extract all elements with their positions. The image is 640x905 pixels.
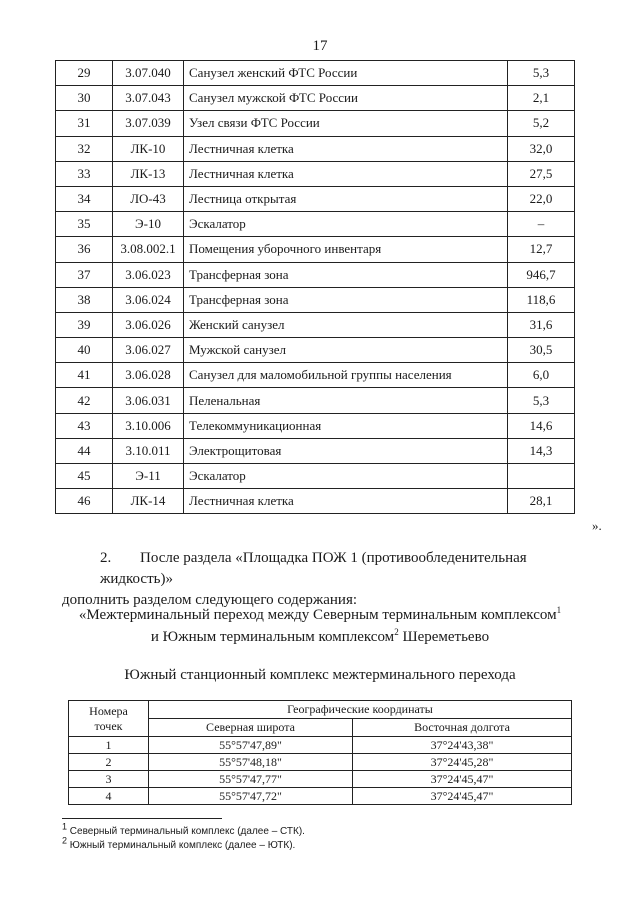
room-name: Эскалатор (184, 212, 508, 237)
amendment-paragraph (62, 548, 582, 611)
row-number: 35 (56, 212, 113, 237)
room-name: Трансферная зона (184, 262, 508, 287)
room-code: 3.10.011 (113, 438, 184, 463)
row-number: 38 (56, 287, 113, 312)
room-code: Э-11 (113, 464, 184, 489)
table-row (56, 438, 575, 463)
row-number: 43 (56, 413, 113, 438)
room-area: 14,3 (508, 438, 575, 463)
footnote-1: $^1$ Северный терминальный комплекс (далее – СТК). (62, 821, 305, 837)
paragraph-number: 2. (100, 550, 112, 566)
table-row (56, 388, 575, 413)
room-code: 3.06.027 (113, 338, 184, 363)
row-number: 46 (56, 489, 113, 514)
room-name: Санузел мужской ФТС России (184, 86, 508, 111)
room-name: Санузел женский ФТС России (184, 61, 508, 86)
room-name: Мужской санузел (184, 338, 508, 363)
room-code: 3.10.006 (113, 413, 184, 438)
closing-quote: ». (592, 518, 602, 533)
row-number: 34 (56, 186, 113, 211)
table-row (56, 464, 575, 489)
latitude: 55°57'47,72" (149, 788, 353, 805)
room-name: Женский санузел (184, 312, 508, 337)
room-code: 3.06.031 (113, 388, 184, 413)
footnote-ref-1: 1 (556, 605, 562, 615)
room-area: 32,0 (508, 136, 575, 161)
longitude: 37°24'45,47" (353, 788, 572, 805)
title-line-1: «Межтерминальный переход между Северным терминальным комплексом (78, 607, 557, 623)
room-code: 3.06.028 (113, 363, 184, 388)
row-number: 29 (56, 61, 113, 86)
room-code: ЛК-14 (113, 489, 184, 514)
room-name: Узел связи ФТС России (184, 111, 508, 136)
row-number: 37 (56, 262, 113, 287)
longitude: 37°24'43,38" (353, 737, 572, 754)
row-number: 41 (56, 363, 113, 388)
row-number: 40 (56, 338, 113, 363)
room-code: ЛК-13 (113, 161, 184, 186)
row-number: 42 (56, 388, 113, 413)
room-code: Э-10 (113, 212, 184, 237)
room-name: Лестничная клетка (184, 161, 508, 186)
room-code: 3.07.040 (113, 61, 184, 86)
room-area: 22,0 (508, 186, 575, 211)
room-area (508, 464, 575, 489)
table-row (56, 161, 575, 186)
col-header-points: Номера точек (69, 701, 149, 737)
row-number: 39 (56, 312, 113, 337)
coordinates-table (68, 700, 572, 805)
latitude: 55°57'47,77" (149, 771, 353, 788)
table-row (56, 186, 575, 211)
room-area: 5,2 (508, 111, 575, 136)
room-area: 28,1 (508, 489, 575, 514)
room-code: 3.07.043 (113, 86, 184, 111)
row-number: 31 (56, 111, 113, 136)
table-row (69, 754, 572, 771)
room-name: Помещения уборочного инвентаря (184, 237, 508, 262)
point-number: 4 (69, 788, 149, 805)
room-area: 30,5 (508, 338, 575, 363)
room-name: Санузел для маломобильной группы населения (184, 363, 508, 388)
room-area: 14,6 (508, 413, 575, 438)
table-row (69, 737, 572, 754)
table-row (56, 61, 575, 86)
section-subtitle: Южный станционный комплекс межтерминального перехода (124, 667, 516, 683)
table-row (56, 489, 575, 514)
title-line-2: и Южным терминальным комплексом (150, 629, 395, 645)
row-number: 33 (56, 161, 113, 186)
row-number: 30 (56, 86, 113, 111)
room-name: Пеленальная (184, 388, 508, 413)
table-row (69, 788, 572, 805)
paragraph-line-2: дополнить разделом следующего содержания: (62, 592, 358, 608)
col-header-coordinates: Географические координаты (149, 701, 572, 719)
room-area: 27,5 (508, 161, 575, 186)
room-name: Электрощитовая (184, 438, 508, 463)
title-line-2-end: Шереметьево (398, 629, 490, 645)
room-area: 946,7 (508, 262, 575, 287)
room-area: 6,0 (508, 363, 575, 388)
row-number: 32 (56, 136, 113, 161)
paragraph-line-1: После раздела «Площадка ПОЖ 1 (противообледенительная жидкость)» (100, 550, 527, 587)
room-name: Эскалатор (184, 464, 508, 489)
table-row (56, 136, 575, 161)
row-number: 45 (56, 464, 113, 489)
table-row (56, 86, 575, 111)
room-code: 3.06.024 (113, 287, 184, 312)
table-row (56, 237, 575, 262)
room-name: Телекоммуникационная (184, 413, 508, 438)
room-code: 3.06.026 (113, 312, 184, 337)
room-area: 118,6 (508, 287, 575, 312)
point-number: 3 (69, 771, 149, 788)
footnote-2: $^2$ Южный терминальный комплекс (далее – ЮТК). (62, 835, 296, 851)
table-row (56, 212, 575, 237)
room-area: 5,3 (508, 61, 575, 86)
room-area: 12,7 (508, 237, 575, 262)
room-area: – (508, 212, 575, 237)
room-code: ЛК-10 (113, 136, 184, 161)
table-row (56, 338, 575, 363)
table-row (56, 262, 575, 287)
latitude: 55°57'48,18" (149, 754, 353, 771)
col-header-longitude: Восточная долгота (353, 719, 572, 737)
table-row (56, 287, 575, 312)
latitude: 55°57'47,89" (149, 737, 353, 754)
footnote-divider (62, 818, 222, 819)
room-name: Лестница открытая (184, 186, 508, 211)
point-number: 1 (69, 737, 149, 754)
table-row (56, 413, 575, 438)
room-name: Трансферная зона (184, 287, 508, 312)
room-code: 3.06.023 (113, 262, 184, 287)
table-row (56, 111, 575, 136)
rooms-table (55, 60, 575, 514)
point-number: 2 (69, 754, 149, 771)
footnote-ref-2: 2 (394, 627, 399, 637)
table-row (56, 312, 575, 337)
room-code: 3.08.002.1 (113, 237, 184, 262)
room-code: ЛО-43 (113, 186, 184, 211)
section-title (0, 604, 640, 648)
room-code: 3.07.039 (113, 111, 184, 136)
table-row (69, 771, 572, 788)
room-name: Лестничная клетка (184, 136, 508, 161)
room-area: 31,6 (508, 312, 575, 337)
row-number: 36 (56, 237, 113, 262)
longitude: 37°24'45,28" (353, 754, 572, 771)
longitude: 37°24'45,47" (353, 771, 572, 788)
page-number: 17 (312, 38, 328, 54)
row-number: 44 (56, 438, 113, 463)
table-row (56, 363, 575, 388)
room-area: 2,1 (508, 86, 575, 111)
room-area: 5,3 (508, 388, 575, 413)
col-header-latitude: Северная широта (149, 719, 353, 737)
room-name: Лестничная клетка (184, 489, 508, 514)
